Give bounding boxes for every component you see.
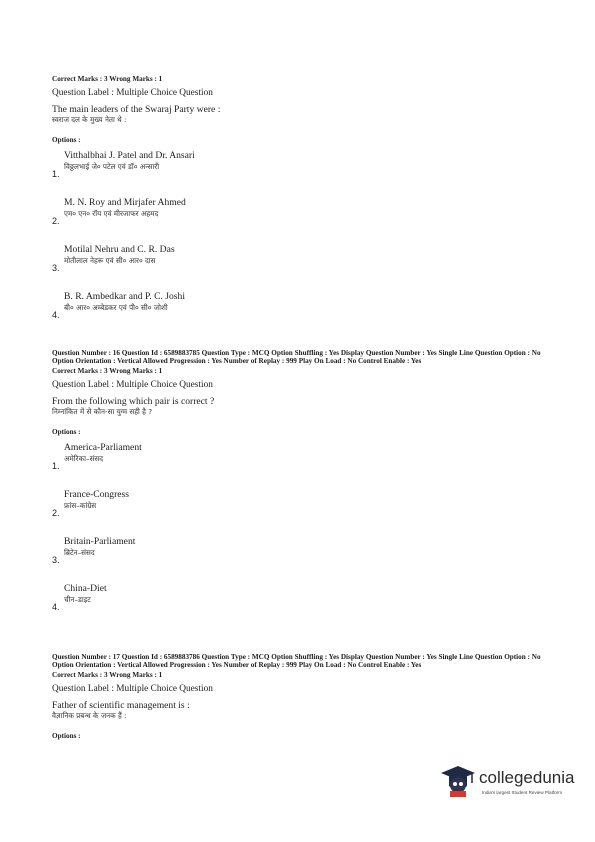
marks-line: Correct Marks : 3 Wrong Marks : 1 [52, 75, 163, 83]
options-label: Options : [52, 732, 81, 741]
option-text-hi: मोतीलाल नेहरू एवं सी० आर० दास [64, 256, 156, 265]
question-text-hi: वैज्ञानिक प्रबन्ध के जनक हैं : [52, 711, 127, 721]
question-block-16 [52, 349, 552, 630]
option-4[interactable] [52, 583, 552, 630]
option-text-en: France-Congress [64, 489, 130, 501]
option-number: 1. [52, 461, 60, 472]
question-text-en: Father of scientific management is : [52, 700, 190, 712]
option-text-en: Motilal Nehru and C. R. Das [64, 244, 175, 255]
option-text-en: M. N. Roy and Mirjafer Ahmed [64, 197, 186, 208]
options-label: Options : [52, 428, 81, 437]
option-text-en: Vitthalbhai J. Patel and Dr. Ansari [64, 150, 195, 161]
option-1[interactable] [52, 150, 552, 197]
option-number: 4. [52, 310, 60, 320]
question-label: Question Label : Multiple Choice Question [52, 684, 213, 695]
option-4[interactable] [52, 291, 552, 338]
option-text-en: America-Parliament [64, 442, 142, 454]
question-block-17 [52, 653, 552, 740]
option-text-hi: ब्रिटेन–संसद [64, 548, 95, 558]
question-label: Question Label : Multiple Choice Question [52, 380, 213, 391]
option-number: 3. [52, 555, 60, 566]
question-text-en: The main leaders of the Swaraj Party were : [52, 104, 221, 115]
option-text-hi: अमेरिका–संसद [64, 454, 104, 464]
marks-line: Correct Marks : 3 Wrong Marks : 1 [52, 367, 163, 376]
option-3[interactable] [52, 536, 552, 583]
option-number: 2. [52, 508, 60, 519]
option-text-hi: एम० एन० रॉय एवं मीरजाफर अहमद [64, 209, 159, 218]
question-meta: Question Number : 17 Question Id : 6589883786 Question Type : MCQ Option Shuffling : Yes Display Question Number : Yes Single Line Question Option : No Option Orientation : Vertical Allowed Progression : Yes Number of Replay : 999 Play On Load : No Control Enable : Yes [52, 653, 541, 670]
logo-wordmark: collegedunia [479, 768, 575, 787]
option-number: 4. [52, 602, 60, 613]
option-number: 1. [52, 169, 60, 179]
option-number: 2. [52, 216, 60, 226]
option-3[interactable] [52, 244, 552, 291]
graduate-cap-icon [438, 761, 478, 801]
option-text-hi: बी० आर० अम्बेडकर एवं पी० सी० जोशी [64, 303, 168, 312]
logo-tagline: India's largest Student Review Platform [482, 790, 563, 795]
marks-line: Correct Marks : 3 Wrong Marks : 1 [52, 671, 163, 680]
question-text-hi: स्वराज दल के मुख्य नेता थे : [52, 115, 127, 124]
question-block-15 [52, 73, 552, 338]
option-text-en: Britain-Parliament [64, 536, 136, 548]
option-text-hi: विठ्ठलभाई जे० पटेल एवं डॉ० अन्सारी [64, 162, 160, 171]
question-label: Question Label : Multiple Choice Question [52, 88, 213, 98]
collegedunia-logo[interactable] [438, 761, 588, 803]
question-text-en: From the following which pair is correct ? [52, 396, 215, 408]
option-2[interactable] [52, 489, 552, 536]
option-text-en: B. R. Ambedkar and P. C. Joshi [64, 291, 185, 302]
option-1[interactable] [52, 442, 552, 489]
question-text-hi: निम्नांकित में से कौन-सा युग्म सही है ? [52, 407, 153, 417]
question-meta: Question Number : 16 Question Id : 6589883785 Question Type : MCQ Option Shuffling : Yes Display Question Number : Yes Single Line Question Option : No Option Orientation : Vertical Allowed Progression : Yes Number of Replay : 999 Play On Load : No Control Enable : Yes [52, 349, 541, 366]
option-text-hi: फ्रांस–कांग्रेस [64, 501, 97, 511]
option-text-en: China-Diet [64, 583, 107, 595]
option-text-hi: चीन–डाइट [64, 595, 91, 605]
option-2[interactable] [52, 197, 552, 244]
option-number: 3. [52, 263, 60, 273]
options-label: Options : [52, 136, 81, 144]
